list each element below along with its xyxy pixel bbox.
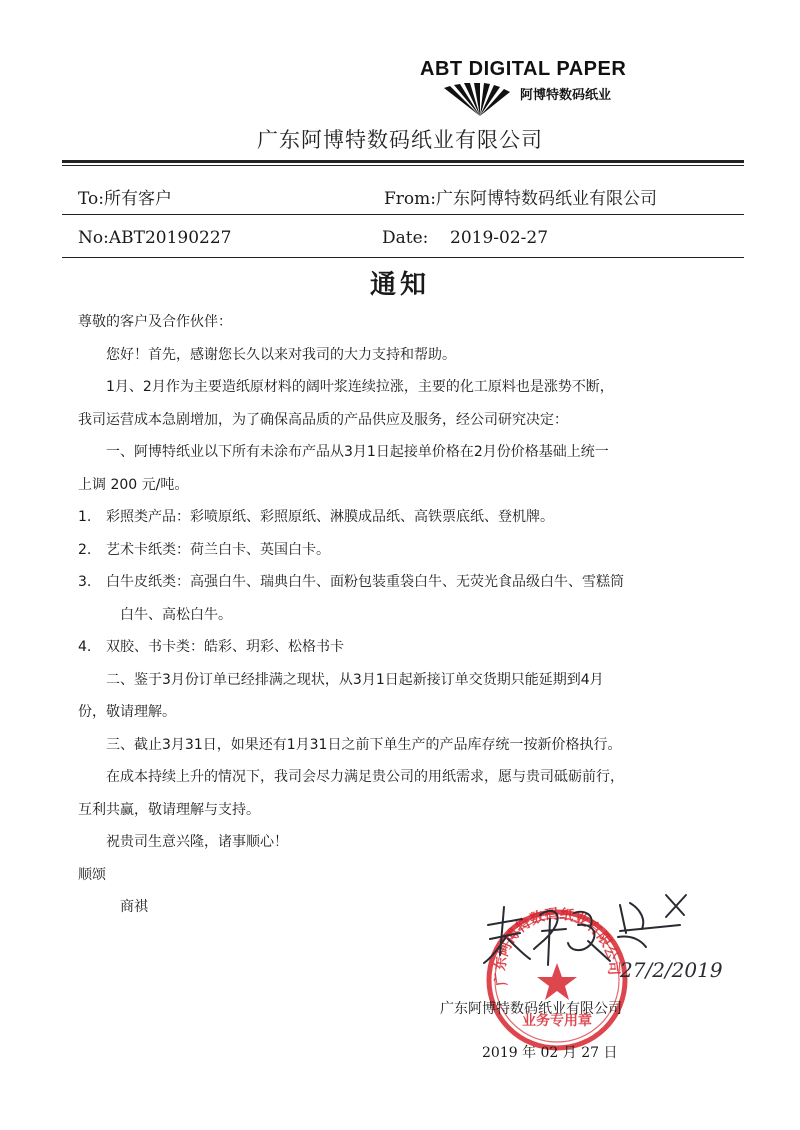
notice-title: 通知: [369, 270, 430, 300]
closing-line1: 顺颂: [78, 866, 106, 883]
list-item-continuation: 白牛、高松白牛。: [120, 606, 232, 623]
svg-text:广东阿博特数码纸业有限公司: 广东阿博特数码纸业有限公司: [492, 906, 622, 987]
date-label: Date:: [382, 228, 429, 248]
logo-brand-text: ABT DIGITAL PAPER: [420, 58, 627, 80]
list-item: [78, 534, 728, 567]
header-rule-top-thin: [62, 165, 744, 166]
salutation: 尊敬的客户及合作伙伴：: [78, 314, 232, 330]
recipient-field: To:所有客户: [78, 189, 172, 209]
paragraph-delivery-line1: 二、鉴于3月份订单已经排满之现状，从3月1日起新接订单交货期只能延期到4月: [106, 671, 604, 688]
paragraph-support-line1: 在成本持续上升的情况下，我司会尽力满足贵公司的用纸需求，愿与贵司砥砺前行，: [106, 769, 624, 785]
paragraph-reason-line2: 我司运营成本急剧增加，为了确保高品质的产品供应及服务，经公司研究决定：: [78, 411, 568, 428]
paragraph-price-line1: 一、阿博特纸业以下所有未涂布产品从3月1日起接单价格在2月份价格基础上统一: [106, 444, 609, 460]
paragraph-delivery-line2: 份，敬请理解。: [78, 704, 176, 720]
list-item-text: 艺术卡纸类：荷兰白卡、英国白卡。: [106, 541, 330, 558]
list-item: [78, 501, 728, 534]
svg-text:业务专用章: 业务专用章: [522, 1013, 592, 1029]
signer-company: 广东阿博特数码纸业有限公司: [440, 1001, 622, 1017]
sender-field: From:广东阿博特数码纸业有限公司: [384, 189, 658, 209]
document-number: No:ABT20190227: [78, 228, 232, 248]
notice-body: [78, 306, 728, 924]
list-item-text: 双胶、书卡类：皓彩、玥彩、松格书卡: [106, 639, 344, 655]
list-item-number: 2.: [78, 541, 92, 558]
list-item-text: 彩照类产品：彩喷原纸、彩照原纸、淋膜成品纸、高铁票底纸、登机牌。: [106, 509, 554, 525]
logo-rays-icon: [440, 82, 520, 116]
list-item-number: 3.: [78, 574, 92, 590]
paragraph-greeting: 您好！首先，感谢您长久以来对我司的大力支持和帮助。: [106, 346, 456, 363]
paragraph-reason-line1: 1月、2月作为主要造纸原材料的阔叶浆连续拉涨，主要的化工原料也是涨势不断，: [106, 379, 614, 395]
list-item: [78, 631, 728, 664]
paragraph-price-line2: 上调 200 元/吨。: [78, 476, 189, 493]
date-value: 2019-02-27: [450, 228, 549, 248]
paragraph-support-line2: 互利共赢，敬请理解与支持。: [78, 801, 260, 818]
list-item: [78, 566, 728, 599]
paragraph-wishes: 祝贵司生意兴隆，诸事顺心！: [106, 834, 288, 850]
header-rule-middle: [62, 214, 744, 215]
company-title: 广东阿博特数码纸业有限公司: [257, 128, 543, 152]
header-rule-bottom: [62, 257, 744, 258]
list-item-number: 4.: [78, 639, 92, 655]
closing-line2: 商祺: [120, 899, 148, 915]
handwritten-signature-icon: [470, 885, 730, 995]
list-item-text: 白牛皮纸类：高强白牛、瑞典白牛、面粉包装重袋白牛、无荧光食品级白牛、雪糕筒: [106, 574, 624, 590]
handwritten-date: 27/2/2019: [620, 958, 723, 982]
list-item-number: 1.: [78, 509, 92, 525]
logo-chinese-name: 阿博特数码纸业: [520, 88, 612, 103]
paragraph-inventory: 三、截止3月31日，如果还有1月31日之前下单生产的产品库存统一按新价格执行。: [106, 736, 622, 753]
header-rule-top-thick: [62, 160, 744, 163]
signer-date: 2019 年 02 月 27 日: [482, 1045, 618, 1061]
company-logo: [420, 58, 640, 118]
